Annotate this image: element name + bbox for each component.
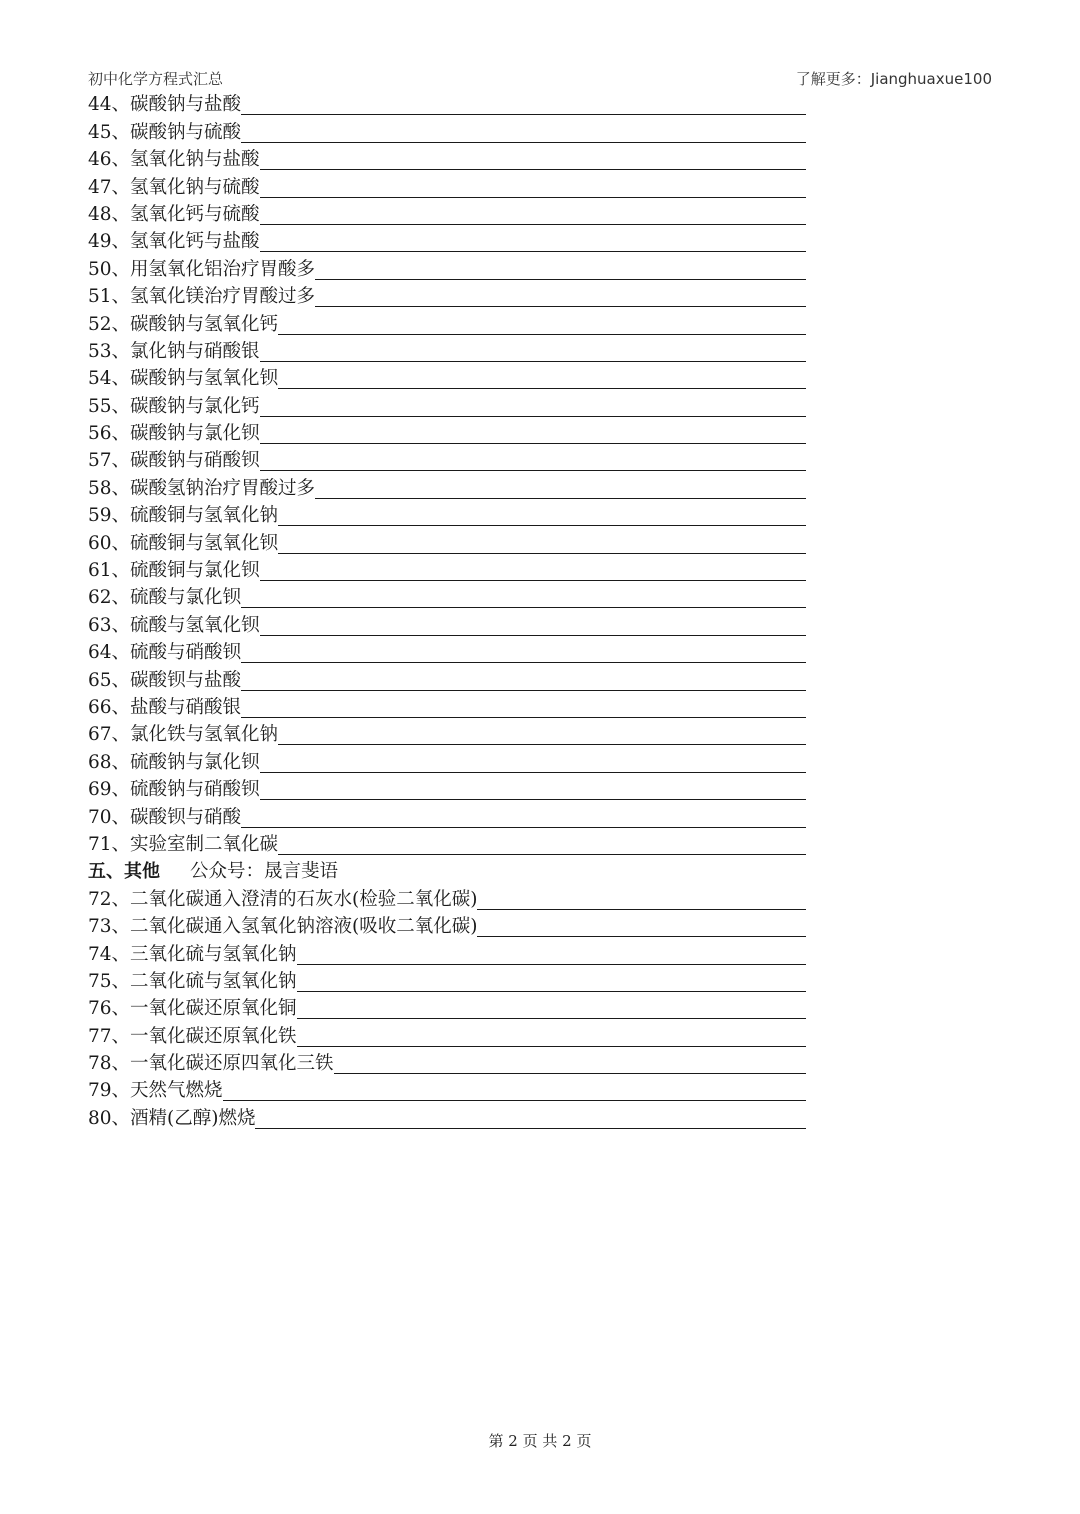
item-label: 二氧化硫与氢氧化钠 (130, 970, 297, 992)
equation-item (88, 144, 806, 171)
equation-item (88, 609, 806, 636)
item-label: 碳酸钠与硫酸 (130, 121, 242, 143)
item-number: 79、 (88, 1080, 131, 1102)
item-label: 盐酸与硝酸银 (130, 696, 242, 718)
item-number: 57、 (88, 450, 131, 472)
answer-blank-line (260, 149, 806, 170)
answer-blank-line (278, 368, 806, 389)
equation-item (88, 993, 806, 1020)
item-number: 65、 (88, 669, 131, 691)
equation-item (88, 171, 806, 198)
answer-blank-line (255, 1108, 806, 1129)
item-label: 硫酸铜与氯化钡 (130, 560, 260, 582)
item-label: 一氧化碳还原四氧化三铁 (130, 1053, 334, 1075)
equation-item (88, 445, 806, 472)
item-number: 66、 (88, 696, 131, 718)
equation-item (88, 719, 806, 746)
item-number: 75、 (88, 970, 131, 992)
answer-blank-line (241, 587, 806, 608)
item-label: 三氧化硫与氢氧化钠 (130, 943, 297, 965)
item-label: 碳酸钠与氢氧化钙 (130, 313, 279, 335)
answer-blank-line (241, 697, 806, 718)
equation-item (88, 89, 806, 116)
equation-item (88, 1048, 806, 1075)
item-number: 80、 (88, 1107, 131, 1129)
answer-blank-line (260, 341, 806, 362)
item-number: 45、 (88, 121, 131, 143)
item-number: 74、 (88, 943, 131, 965)
equation-list (88, 89, 806, 1130)
equation-item (88, 390, 806, 417)
item-label: 碳酸钠与硝酸钡 (130, 450, 260, 472)
section-note: 公众号：晟言斐语 (190, 861, 339, 883)
answer-blank-line (260, 396, 806, 417)
equation-item (88, 692, 806, 719)
item-number: 56、 (88, 423, 131, 445)
item-number: 46、 (88, 149, 131, 171)
answer-blank-line (260, 560, 806, 581)
item-label: 碳酸钠与氯化钡 (130, 423, 260, 445)
item-number: 55、 (88, 395, 131, 417)
answer-blank-line (260, 615, 806, 636)
item-number: 50、 (88, 258, 131, 280)
item-number: 59、 (88, 505, 131, 527)
item-label: 氯化钠与硝酸银 (130, 340, 260, 362)
item-label: 酒精(乙醇)燃烧 (130, 1107, 256, 1129)
answer-blank-line (260, 231, 806, 252)
answer-blank-line (278, 505, 806, 526)
answer-blank-line (241, 670, 806, 691)
item-label: 二氧化碳通入氢氧化钠溶液(吸收二氧化碳) (130, 916, 478, 938)
item-label: 碳酸钠与盐酸 (130, 94, 242, 116)
answer-blank-line (297, 1026, 806, 1047)
equation-item (88, 966, 806, 993)
item-label: 氢氧化钙与硫酸 (130, 203, 260, 225)
item-label: 实验室制二氧化碳 (130, 833, 279, 855)
item-number: 53、 (88, 340, 131, 362)
equation-item (88, 527, 806, 554)
equation-item (88, 746, 806, 773)
answer-blank-line (241, 642, 806, 663)
item-label: 氢氧化钠与硫酸 (130, 176, 260, 198)
item-label: 氢氧化镁治疗胃酸过多 (130, 286, 316, 308)
item-label: 硫酸铜与氢氧化钡 (130, 532, 279, 554)
equation-item (88, 253, 806, 280)
answer-blank-line (260, 177, 806, 198)
equation-item (88, 774, 806, 801)
answer-blank-line (297, 944, 806, 965)
equation-item (88, 472, 806, 499)
equation-item (88, 664, 806, 691)
item-number: 67、 (88, 724, 131, 746)
page-header-title: 初中化学方程式汇总 (88, 70, 224, 88)
page-footer: 第 2 页 共 2 页 (488, 1432, 592, 1450)
equation-item (88, 199, 806, 226)
equation-item (88, 308, 806, 335)
item-number: 71、 (88, 833, 131, 855)
equation-item (88, 582, 806, 609)
item-number: 63、 (88, 614, 131, 636)
page-header-link: 了解更多：Jianghuaxue100 (795, 70, 992, 88)
item-number: 72、 (88, 888, 131, 910)
item-number: 58、 (88, 477, 131, 499)
item-label: 碳酸钡与盐酸 (130, 669, 242, 691)
item-number: 76、 (88, 998, 131, 1020)
answer-blank-line (223, 1080, 806, 1101)
item-label: 硫酸钠与氯化钡 (130, 751, 260, 773)
answer-blank-line (260, 450, 806, 471)
equation-item (88, 116, 806, 143)
item-number: 69、 (88, 779, 131, 801)
answer-blank-line (278, 533, 806, 554)
answer-blank-line (241, 94, 806, 115)
item-label: 氯化铁与氢氧化钠 (130, 724, 279, 746)
equation-item (88, 883, 806, 910)
item-label: 硫酸与氢氧化钡 (130, 614, 260, 636)
section-heading (88, 856, 806, 883)
equation-item (88, 911, 806, 938)
equation-item (88, 1020, 806, 1047)
item-label: 碳酸氢钠治疗胃酸过多 (130, 477, 316, 499)
answer-blank-line (315, 259, 806, 280)
item-number: 68、 (88, 751, 131, 773)
item-label: 二氧化碳通入澄清的石灰水(检验二氧化碳) (130, 888, 478, 910)
item-label: 硫酸铜与氢氧化钠 (130, 505, 279, 527)
answer-blank-line (315, 478, 806, 499)
item-number: 61、 (88, 560, 131, 582)
answer-blank-line (278, 834, 806, 855)
item-label: 碳酸钠与氯化钙 (130, 395, 260, 417)
item-number: 51、 (88, 286, 131, 308)
item-label: 氢氧化钙与盐酸 (130, 231, 260, 253)
item-number: 49、 (88, 231, 131, 253)
answer-blank-line (477, 916, 806, 937)
equation-item (88, 500, 806, 527)
equation-item (88, 226, 806, 253)
equation-group-acids-bases (88, 89, 806, 856)
equation-item (88, 281, 806, 308)
item-number: 77、 (88, 1025, 131, 1047)
equation-item (88, 363, 806, 390)
item-label: 用氢氧化铝治疗胃酸多 (130, 258, 316, 280)
answer-blank-line (315, 286, 806, 307)
item-number: 52、 (88, 313, 131, 335)
answer-blank-line (241, 122, 806, 143)
item-number: 48、 (88, 203, 131, 225)
equation-item (88, 1075, 806, 1102)
item-number: 62、 (88, 587, 131, 609)
item-number: 73、 (88, 916, 131, 938)
equation-item (88, 336, 806, 363)
item-label: 一氧化碳还原氧化铜 (130, 998, 297, 1020)
equation-item (88, 829, 806, 856)
item-number: 70、 (88, 806, 131, 828)
item-label: 氢氧化钠与盐酸 (130, 149, 260, 171)
equation-item (88, 1102, 806, 1129)
answer-blank-line (260, 752, 806, 773)
equation-group-other (88, 883, 806, 1130)
item-label: 硫酸与硝酸钡 (130, 642, 242, 664)
item-label: 硫酸钠与硝酸钡 (130, 779, 260, 801)
item-number: 78、 (88, 1053, 131, 1075)
answer-blank-line (260, 204, 806, 225)
answer-blank-line (334, 1053, 806, 1074)
item-label: 碳酸钠与氢氧化钡 (130, 368, 279, 390)
answer-blank-line (297, 971, 806, 992)
item-number: 60、 (88, 532, 131, 554)
equation-item (88, 637, 806, 664)
answer-blank-line (278, 314, 806, 335)
answer-blank-line (260, 779, 806, 800)
equation-item (88, 801, 806, 828)
item-number: 44、 (88, 94, 131, 116)
equation-item (88, 938, 806, 965)
answer-blank-line (297, 998, 806, 1019)
answer-blank-line (477, 889, 806, 910)
item-number: 64、 (88, 642, 131, 664)
section-title: 五、其他 (88, 861, 160, 883)
answer-blank-line (260, 423, 806, 444)
item-label: 一氧化碳还原氧化铁 (130, 1025, 297, 1047)
answer-blank-line (241, 807, 806, 828)
item-number: 54、 (88, 368, 131, 390)
item-label: 天然气燃烧 (130, 1080, 223, 1102)
item-label: 碳酸钡与硝酸 (130, 806, 242, 828)
answer-blank-line (278, 724, 806, 745)
item-number: 47、 (88, 176, 131, 198)
equation-item (88, 555, 806, 582)
item-label: 硫酸与氯化钡 (130, 587, 242, 609)
equation-item (88, 418, 806, 445)
